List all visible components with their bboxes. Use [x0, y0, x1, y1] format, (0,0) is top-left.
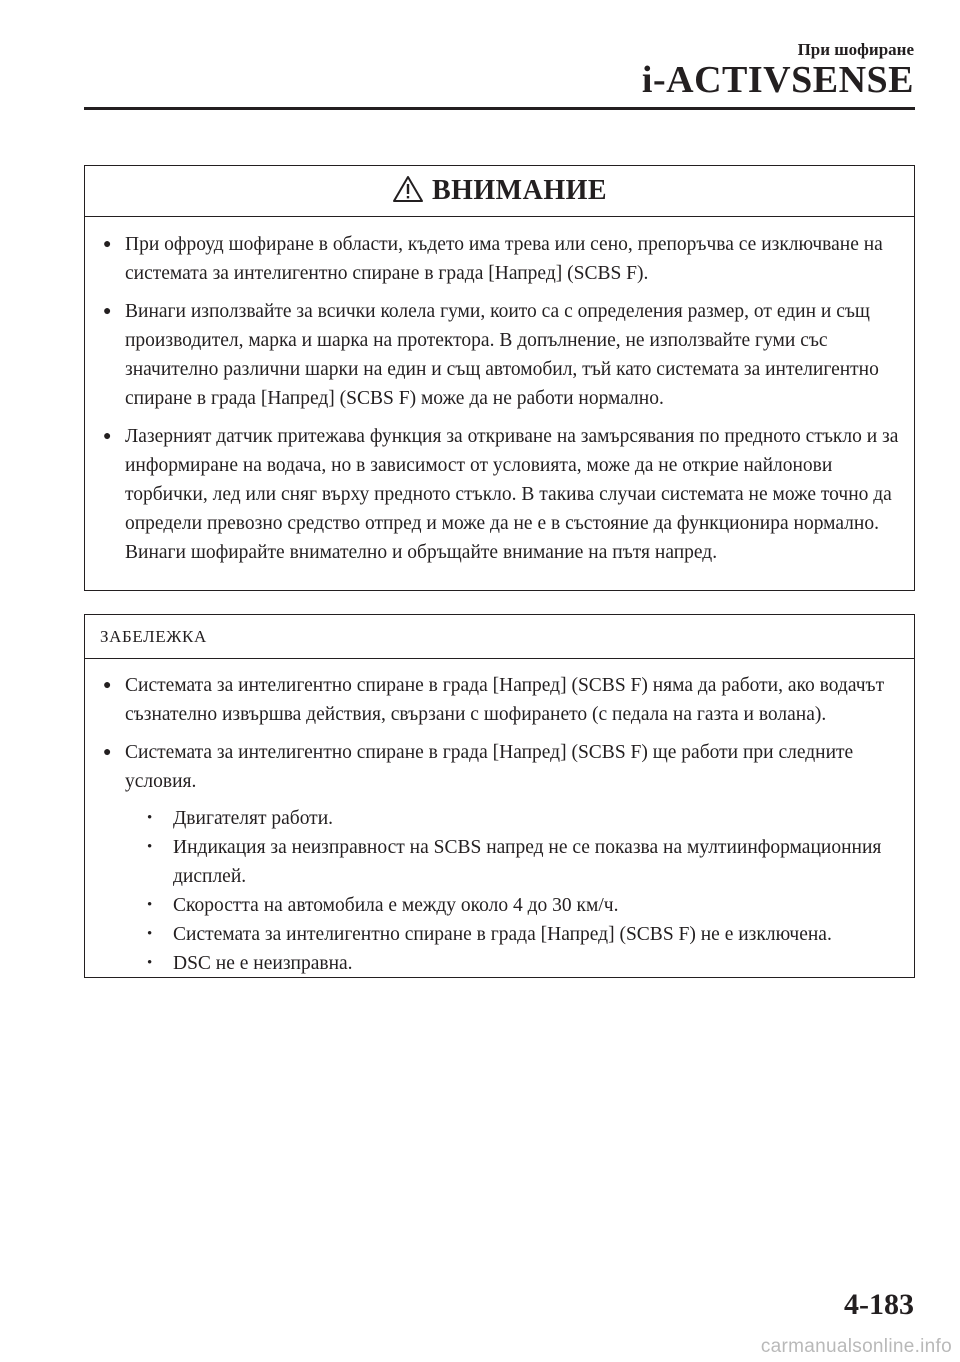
note-item-text: Системата за интелигентно спиране в града [Напред] (SCBS F) няма да работи, ако водачът съзнателно извършва действия, свързани с шофирането (с педала на газта и волана).	[125, 675, 885, 725]
small-bullet-icon: •	[147, 897, 153, 913]
header-divider	[84, 107, 915, 110]
condition-text: Системата за интелигентно спиране в града [Напред] (SCBS F) не е изключена.	[173, 924, 832, 945]
caution-item-text: Винаги използвайте за всички колела гуми, които са с определения размер, от един и същ производител, марка и шарка на протектора. В допълнение, не използвайте гуми със значително различни шарки на един и същ автомобил, тъй като системата за интелигентно спиране в града [Напред] (SCBS F) може да не работи нормално.	[125, 301, 879, 409]
bullet-icon: ●	[103, 304, 112, 319]
section-label: При шофиране	[797, 40, 914, 59]
caution-item	[103, 230, 904, 288]
note-body	[85, 659, 914, 978]
condition-item	[147, 949, 904, 978]
note-title: ЗАБЕЛЕЖКА	[100, 626, 207, 646]
note-item-content	[125, 738, 904, 978]
condition-text: DSC не е неизправна.	[173, 953, 353, 974]
caution-box	[84, 165, 915, 591]
page-number: 4-183	[844, 1288, 914, 1321]
condition-text: Двигателят работи.	[173, 808, 334, 829]
bullet-icon: ●	[103, 678, 112, 693]
caution-item-text: Лазерният датчик притежава функция за откриване на замърсявания по предното стъкло и за информиране на водача, но в зависимост от условията, може да не открие найлонови торбички, лед или сняг върху предното стъкло. В такива случаи системата не може точно да определи превозно средство отпред и може да не е в състояние да функционира нормално. Винаги шофирайте внимателно и обръщайте внимание на пътя напред.	[125, 426, 899, 563]
condition-item	[147, 833, 904, 891]
note-item	[103, 738, 904, 978]
caution-title: ВНИМАНИЕ	[431, 175, 608, 206]
condition-item	[147, 920, 904, 949]
small-bullet-icon: •	[147, 839, 153, 855]
note-item-text: Системата за интелигентно спиране в града [Напред] (SCBS F) ще работи при следните условия.	[125, 742, 854, 792]
condition-item	[147, 804, 904, 833]
note-box	[84, 614, 915, 978]
condition-item	[147, 891, 904, 920]
caution-body	[85, 217, 914, 567]
caution-item-text: При офроуд шофиране в области, където има трева или сено, препоръчва се изключване на системата за интелигентно спиране в града [Напред] (SCBS F).	[125, 234, 883, 284]
small-bullet-icon: •	[147, 955, 153, 971]
note-header	[85, 615, 914, 659]
small-bullet-icon: •	[147, 810, 153, 826]
note-item	[103, 671, 904, 729]
chapter-title: i-ACTIVSENSE	[641, 59, 914, 101]
watermark: carmanualsonline.info	[760, 1336, 952, 1357]
bullet-icon: ●	[103, 429, 112, 444]
condition-text: Скоростта на автомобила е между около 4 до 30 км/ч.	[173, 895, 619, 916]
condition-text: Индикация за неизправност на SCBS напред не се показва на мултиинформационния дисплей.	[173, 837, 882, 887]
small-bullet-icon: •	[147, 926, 153, 942]
caution-item	[103, 297, 904, 413]
caution-item	[103, 422, 904, 567]
bullet-icon: ●	[103, 237, 112, 252]
bullet-icon: ●	[103, 745, 112, 760]
conditions-list	[147, 804, 904, 978]
warning-triangle-icon	[392, 175, 424, 203]
caution-header	[85, 166, 914, 217]
